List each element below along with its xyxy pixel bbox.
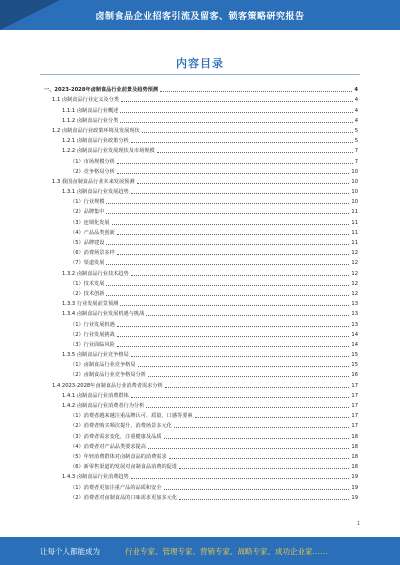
toc-entry-page: 13	[351, 321, 358, 328]
toc-entry-label: 1.1 卤制食品行业定义及分类	[52, 97, 119, 104]
toc-entry-page: 15	[351, 362, 358, 369]
toc-entry-label: （1）行业发展机遇	[70, 321, 115, 328]
toc-entry-label: 1.4.2 卤制食品行业消费者行为分析	[62, 403, 145, 409]
toc-entry-page: 11	[351, 219, 358, 226]
toc-leader-dots	[120, 112, 352, 113]
toc-entry[interactable]	[40, 452, 358, 462]
toc-entry-label: （1）市场规模分析	[70, 158, 115, 165]
toc-entry-page: 4	[354, 97, 358, 104]
header-banner	[0, 0, 400, 30]
toc-entry-page: 17	[351, 382, 358, 389]
toc-entry[interactable]	[40, 330, 358, 340]
toc-entry-label: 1.3 我国卤制食品行业未来发展预测	[52, 178, 135, 185]
toc-leader-dots	[117, 346, 350, 347]
toc-leader-dots	[148, 448, 349, 449]
toc-leader-dots	[174, 427, 350, 428]
toc-leader-dots	[131, 478, 350, 479]
toc-entry[interactable]	[40, 299, 358, 309]
toc-leader-dots	[146, 407, 349, 408]
toc-leader-dots	[131, 397, 350, 398]
toc-entry-label: （1）行业规模	[70, 199, 105, 206]
toc-entry[interactable]	[40, 442, 358, 452]
toc-entry-label: （1）消费者越来越注重品牌认可、质量、口感等要素	[70, 413, 193, 420]
toc-entry-label: 1.2 卤制食品行业政策环境及发展现状	[52, 127, 140, 134]
toc-leader-dots	[131, 356, 350, 357]
footer-tagline: 行业专家、管理专家、营销专家、战略专家、成功企业家……	[125, 547, 328, 556]
toc-entry-label: （3）行业面临风险	[70, 341, 115, 348]
toc-entry-page: 11	[351, 209, 358, 216]
toc-entry[interactable]	[40, 401, 358, 411]
toc-entry-label: （4）产品品类创新	[70, 229, 115, 236]
toc-entry[interactable]	[40, 85, 358, 95]
toc-entry-page: 18	[351, 464, 358, 471]
toc-entry-label: 1.3.1 卤制食品行业发展趋势	[62, 189, 129, 196]
toc-entry-page: 4	[354, 117, 358, 124]
toc-leader-dots	[131, 275, 350, 276]
toc-entry[interactable]	[40, 411, 358, 421]
toc-leader-dots	[179, 499, 349, 500]
toc-entry[interactable]	[40, 493, 358, 503]
toc-entry-page: 4	[354, 87, 358, 94]
toc-leader-dots	[164, 438, 350, 439]
toc-leader-dots	[106, 285, 349, 286]
toc-entry[interactable]	[40, 340, 358, 350]
toc-leader-dots	[157, 152, 353, 153]
toc-entry-page: 11	[351, 240, 358, 246]
toc-entry[interactable]	[40, 289, 358, 299]
toc-entry[interactable]	[40, 228, 358, 238]
toc-entry[interactable]	[40, 309, 358, 319]
toc-entry[interactable]	[40, 156, 358, 166]
toc-entry-label: （1）技术发展	[70, 280, 105, 287]
toc-entry-page: 14	[351, 341, 358, 348]
toc-entry[interactable]	[40, 126, 358, 136]
toc-entry-label: 1.3.4 卤制食品行业发展机遇与挑战	[62, 311, 145, 318]
toc-entry-label: （2）消费者对卤制食品的口味需求更加多元化	[70, 494, 178, 501]
toc-entry[interactable]	[40, 431, 358, 441]
toc-leader-dots	[117, 336, 350, 337]
page-number: 1	[356, 521, 360, 527]
toc-entry-page: 12	[351, 290, 358, 297]
toc-entry-label: （5）年轻消费群体对卤制食品的消费需求	[70, 453, 167, 460]
toc-leader-dots	[106, 264, 349, 265]
toc-entry-page: 17	[351, 413, 358, 420]
toc-leader-dots	[106, 244, 349, 245]
toc-entry-page: 19	[351, 494, 358, 501]
toc-entry[interactable]	[40, 421, 358, 431]
toc-leader-dots	[106, 203, 349, 204]
toc-entry-page: 10	[351, 178, 358, 185]
toc-entry-label: （2）竞争格局分析	[70, 168, 115, 175]
toc-entry-page: 17	[351, 423, 358, 430]
toc-entry-page: 12	[351, 260, 358, 267]
footer-banner	[0, 537, 400, 565]
toc-entry-page: 18	[351, 453, 358, 460]
toc-leader-dots	[120, 305, 349, 306]
toc-entry-page: 5	[354, 138, 358, 145]
toc-entry-label: 1.3.3 行业发展前景预测	[62, 301, 119, 308]
toc-entry-page: 11	[351, 229, 358, 236]
toc-entry[interactable]	[40, 268, 358, 278]
toc-entry[interactable]	[40, 370, 358, 380]
toc-leader-dots	[169, 458, 350, 459]
toc-entry-page: 18	[351, 433, 358, 440]
toc-entry-label: 1.1.1 卤制食品行业概述	[62, 107, 119, 114]
toc-entry-page: 16	[351, 372, 358, 379]
toc-entry-page: 19	[351, 484, 358, 491]
toc-leader-dots	[131, 193, 350, 194]
toc-leader-dots	[112, 224, 350, 225]
toc-entry[interactable]	[40, 380, 358, 390]
toc-entry[interactable]	[40, 462, 358, 472]
toc-leader-dots	[148, 376, 349, 377]
footer-slogan: 让每个人都能成为	[40, 547, 100, 556]
toc-divider	[40, 74, 360, 75]
toc-entry-page: 13	[351, 311, 358, 318]
toc-leader-dots	[160, 91, 352, 92]
toc-entry[interactable]	[40, 177, 358, 187]
toc-entry-label: （2）行业发展挑战	[70, 331, 115, 338]
toc-entry-label: 1.2.1 卤制食品行业政策分析	[62, 138, 129, 145]
toc-entry-label: （3）连锁化发展	[70, 219, 110, 226]
toc-leader-dots	[137, 183, 350, 184]
toc-entry[interactable]	[40, 472, 358, 482]
toc-entry-label: 1.1.2 卤制食品行业分类	[62, 117, 119, 124]
toc-entry-page: 12	[351, 280, 358, 287]
toc-entry[interactable]	[40, 136, 358, 146]
toc-entry[interactable]	[40, 105, 358, 115]
toc-entry-label: 1.4 2023-2028年卤制食品行业消费者需求分析	[52, 382, 163, 389]
toc-leader-dots	[117, 173, 350, 174]
toc-entry-label: （5）品牌建设	[70, 240, 105, 246]
toc-entry-page: 10	[351, 189, 358, 196]
toc-entry-label: （2）技术创新	[70, 290, 105, 297]
toc-entry-label: 1.4.3 卤制食品行业消费趋势	[62, 474, 129, 481]
toc-entry-page: 14	[351, 331, 358, 338]
toc-entry[interactable]	[40, 360, 358, 370]
toc-leader-dots	[165, 387, 350, 388]
toc-leader-dots	[195, 417, 350, 418]
toc-entry-page: 17	[351, 403, 358, 409]
toc-entry-page: 10	[351, 199, 358, 206]
toc-entry[interactable]	[40, 238, 358, 248]
toc-entry-page: 7	[354, 158, 358, 165]
toc-leader-dots	[146, 315, 349, 316]
toc-entry-page: 12	[351, 270, 358, 277]
toc-entry[interactable]	[40, 217, 358, 227]
toc-entry[interactable]	[40, 391, 358, 401]
toc-entry[interactable]	[40, 116, 358, 126]
toc-entry-page: 7	[354, 148, 358, 155]
toc-entry[interactable]	[40, 146, 358, 156]
toc-entry-page: 15	[351, 352, 358, 359]
toc-entry[interactable]	[40, 482, 358, 492]
toc-entry[interactable]	[40, 167, 358, 177]
toc-entry-label: 1.4.1 卤制食品行业消费群体	[62, 392, 129, 399]
toc-entry[interactable]	[40, 197, 358, 207]
toc-entry[interactable]	[40, 279, 358, 289]
toc-entry-page: 4	[354, 107, 358, 114]
toc-entry-page: 17	[351, 392, 358, 399]
toc-entry[interactable]	[40, 95, 358, 105]
toc-leader-dots	[138, 366, 350, 367]
toc-entry-label: 一、2023-2028年卤制食品行业前景及趋势预测	[44, 87, 159, 94]
toc-entry-label: （1）消费者更加注重产品的品质和安全	[70, 484, 162, 491]
toc-entry-label: （6）消费场景多样	[70, 250, 115, 257]
toc-leader-dots	[164, 489, 350, 490]
toc-entry[interactable]	[40, 187, 358, 197]
toc-entry-page: 13	[351, 301, 358, 308]
toc-entry[interactable]	[40, 350, 358, 360]
toc-entry-page: 10	[351, 168, 358, 175]
toc-entry-page: 5	[354, 127, 358, 134]
toc-entry-label: （2）品牌集中	[70, 209, 105, 216]
toc-leader-dots	[121, 101, 353, 102]
toc-entry-label: （2）卤制食品行业竞争格局分析	[70, 372, 146, 379]
report-title: 卤制食品企业招客引流及留客、锁客策略研究报告	[95, 12, 305, 22]
toc-leader-dots	[106, 213, 349, 214]
toc-entry-label: （7）渠道发展	[70, 260, 105, 267]
toc-leader-dots	[131, 142, 353, 143]
table-of-contents	[40, 85, 358, 503]
toc-entry-label: 1.3.2 卤制食品行业技术趋势	[62, 270, 129, 277]
toc-entry-label: （1）卤制食品行业竞争格局	[70, 362, 136, 369]
toc-leader-dots	[142, 132, 353, 133]
toc-heading: 内容目录	[176, 57, 224, 70]
toc-leader-dots	[179, 468, 349, 469]
toc-entry[interactable]	[40, 248, 358, 258]
toc-entry-page: 19	[351, 474, 358, 481]
toc-entry-label: （4）消费者对产品品类要求提高	[70, 443, 146, 450]
toc-entry-page: 12	[351, 250, 358, 257]
toc-leader-dots	[117, 254, 350, 255]
toc-entry-label: （6）新零售渠道的发展对卤制食品消费的促进	[70, 464, 178, 471]
toc-leader-dots	[120, 122, 352, 123]
toc-entry[interactable]	[40, 319, 358, 329]
toc-leader-dots	[117, 326, 350, 327]
toc-entry-label: 1.2.2 卤制食品行业发展现状及市场规模	[62, 148, 155, 155]
toc-leader-dots	[117, 163, 353, 164]
toc-entry-page: 18	[351, 443, 358, 450]
toc-entry-label: （2）消费者购买频次提升，消费场景多元化	[70, 423, 172, 430]
toc-entry-label: 1.3.5 卤制食品行业竞争格局	[62, 352, 129, 359]
toc-entry-label: （3）消费者需求变化，注重健康及品质	[70, 433, 162, 440]
toc-entry[interactable]	[40, 258, 358, 268]
toc-entry[interactable]	[40, 207, 358, 217]
toc-leader-dots	[117, 234, 350, 235]
toc-leader-dots	[106, 295, 349, 296]
